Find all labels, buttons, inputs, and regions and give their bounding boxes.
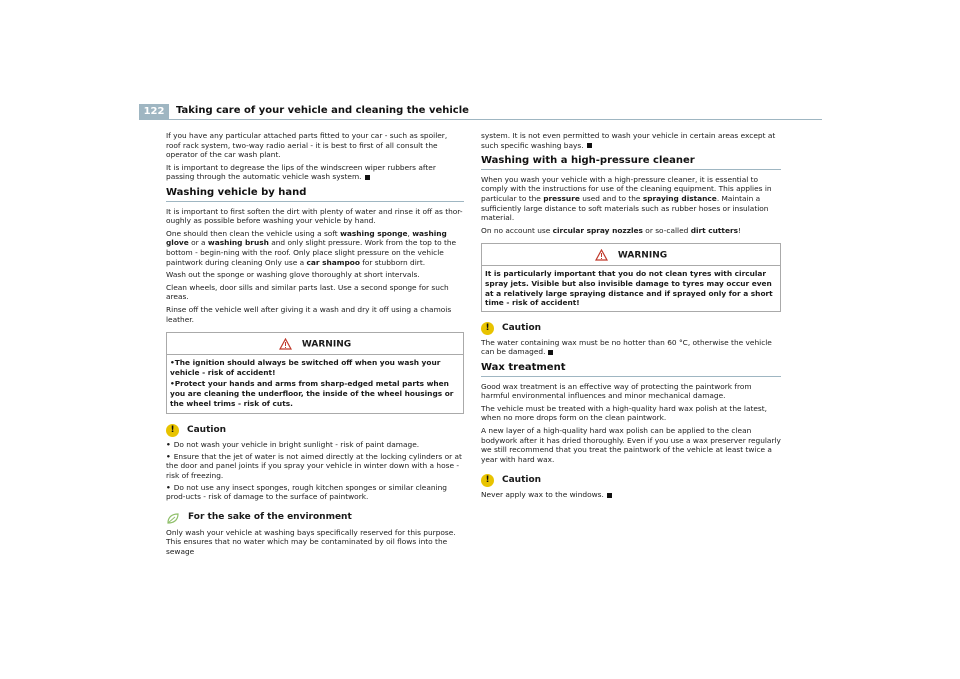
section-heading-high-pressure: Washing with a high-pressure cleaner	[481, 156, 781, 170]
hand-paragraph-3: Wash out the sponge or washing glove thoroughly at short intervals.	[166, 270, 420, 280]
section-heading-wax: Wax treatment	[481, 363, 781, 377]
warning-triangle-icon	[279, 338, 292, 350]
end-mark-icon	[607, 493, 612, 498]
caution-exclamation-icon: !	[166, 424, 179, 437]
wax-paragraph-1: Good wax treatment is an effective way of protecting the paintwork from harmful environmental influences and minor mechanical damage.	[481, 381, 752, 401]
warning-item-1: •The ignition should always be switched off when you wash your vehicle - risk of accident!	[170, 358, 441, 377]
left-column	[166, 131, 464, 560]
warning-box	[481, 243, 781, 311]
continued-text: system. It is not even permitted to wash your vehicle in certain areas except at such specific washing bays.	[481, 131, 776, 150]
wax-paragraph-3: A new layer of a high-quality hard wax polish can be applied to the clean bodywork after it has dried thoroughly. Even if you use a wax preserver regularly we still recommend that you treat the paintwork of the vehicle at least twice a year with hard wax.	[481, 425, 781, 464]
end-mark-icon	[587, 143, 592, 148]
hp-paragraph-2: On no account use circular spray nozzles or so-called dirt cutters!	[481, 225, 741, 235]
intro-paragraph-1: If you have any particular attached parts fitted to your car - such as spoiler, roof rack system, two-way radio aerial - it is best to first of all consult the operator of the car wash plant.	[166, 131, 448, 160]
end-mark-icon	[365, 175, 370, 180]
right-column	[481, 131, 781, 503]
page-number: 122	[139, 104, 169, 120]
end-mark-icon	[548, 350, 553, 355]
warning-triangle-icon	[595, 249, 608, 261]
hand-paragraph-5: Rinse off the vehicle well after giving it a wash and dry it off using a chamois leather.	[166, 304, 452, 324]
warning-header: WARNING	[167, 333, 463, 355]
hp-paragraph-1: When you wash your vehicle with a high-pressure cleaner, it is essential to comply with the instructions for use of the cleaning equipment. This applies in particular to the pressure used and to the spraying distance. Maintain a sufficiently large distance to soft materials such as rubber hoses or insulation material.	[481, 174, 772, 223]
header-rule	[139, 119, 822, 120]
hand-paragraph-4: Clean wheels, door sills and similar parts last. Use a second sponge for such areas.	[166, 282, 449, 302]
caution-header: ! Caution	[481, 322, 781, 335]
caution-exclamation-icon: !	[481, 322, 494, 335]
environment-header: For the sake of the environment	[166, 512, 464, 525]
running-head: Taking care of your vehicle and cleaning the vehicle	[176, 105, 469, 116]
wax-paragraph-2: The vehicle must be treated with a high-quality hard wax polish at the latest, when no more drops form on the clean paintwork.	[481, 403, 768, 423]
caution-exclamation-icon: !	[481, 474, 494, 487]
section-heading-hand-wash: Washing vehicle by hand	[166, 188, 464, 202]
caution-header: ! Caution	[481, 474, 781, 487]
intro-paragraph-2: It is important to degrease the lips of the windscreen wiper rubbers after passing through the automatic vehicle wash system.	[166, 162, 436, 182]
caution-text: Never apply wax to the windows.	[481, 490, 781, 500]
caution-item-3: • Do not use any insect sponges, rough kitchen sponges or similar cleaning prod-ucts - risk of damage to the surface of paintwork.	[166, 482, 447, 502]
leaf-icon	[166, 512, 180, 525]
caution-text: The water containing wax must be no hotter than 60 °C, otherwise the vehicle can be damaged.	[481, 337, 772, 357]
caution-item-1: • Do not wash your vehicle in bright sunlight - risk of paint damage.	[166, 440, 420, 450]
environment-text: Only wash your vehicle at washing bays specifically reserved for this purpose. This ensures that no water which may be contaminated by oil flows into the sewage	[166, 527, 456, 556]
warning-item-2: •Protect your hands and arms from sharp-edged metal parts when you are cleaning the underfloor, the inside of the wheel housings or the wheel trims - risk of cuts.	[170, 379, 454, 408]
warning-header: WARNING	[482, 244, 780, 266]
hand-paragraph-2: One should then clean the vehicle using a soft washing sponge, washing glove or a washing brush and only slight pressure. Work from the top to the bottom - begin-ning with the roof. Only place slight pressure on the vehicle paintwork during cleaning Only use a car shampoo for stubborn dirt.	[166, 228, 457, 267]
warning-text: It is particularly important that you do not clean tyres with circular spray jets. Visible but also invisible damage to tyres may occur even at a relatively large spraying distance and if sprayed only for a short time - risk of accident!	[485, 269, 773, 308]
hand-paragraph-1: It is important to first soften the dirt with plenty of water and rinse it off as thor-oughly as possible before washing your vehicle by hand.	[166, 206, 463, 226]
warning-box	[166, 332, 464, 414]
caution-item-2: • Ensure that the jet of water is not aimed directly at the locking cylinders or at the door and panel joints if you spray your vehicle in winter down with a hose - risk of freezing.	[166, 451, 462, 480]
caution-header: ! Caution	[166, 424, 464, 437]
